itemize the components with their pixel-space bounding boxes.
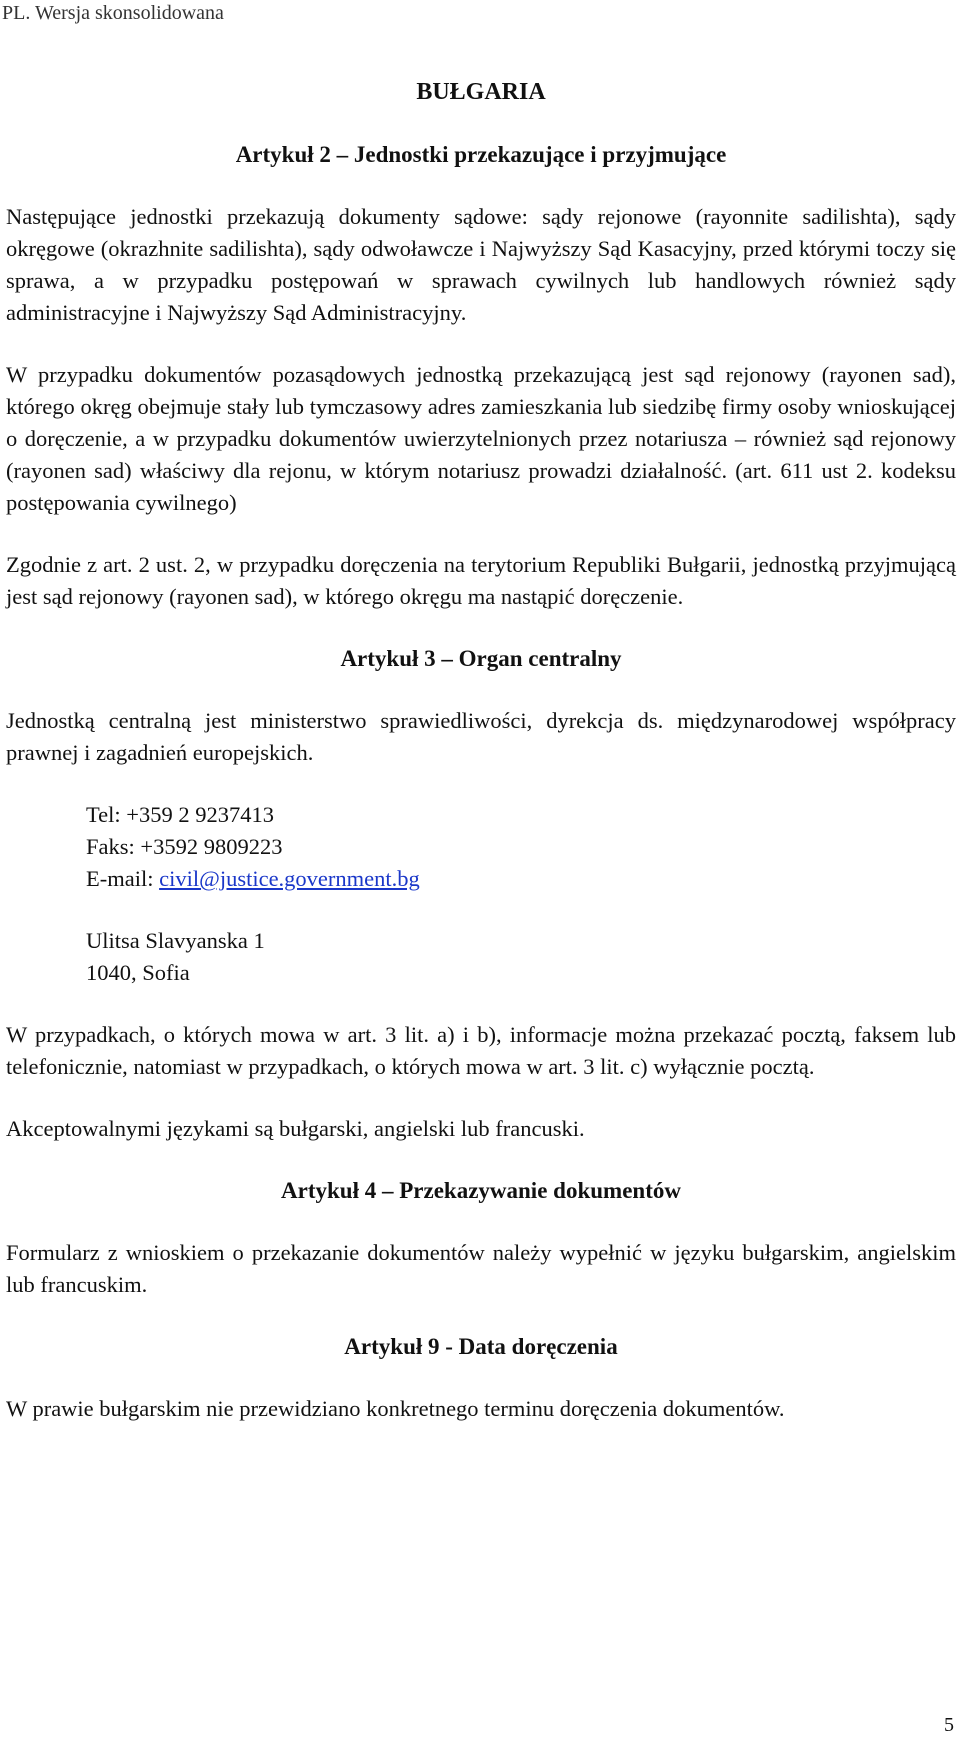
page-number: 5: [944, 1714, 954, 1736]
contact-email-label: E-mail:: [86, 866, 160, 891]
article-3-heading: Artykuł 3 – Organ centralny: [340, 646, 622, 671]
address-block: [86, 925, 956, 989]
country-title: BUŁGARIA: [416, 79, 546, 105]
address-street: Ulitsa Slavyanska 1: [86, 928, 265, 953]
article-2-paragraph-1: Następujące jednostki przekazują dokumenty sądowe: sądy rejonowe (rayonnite sadilishta), sądy okręgowe (okrazhnite sadilishta), sądy odwoławcze i Najwyższy Sąd Kasacyjny, przed którymi toczy się sprawa, a w przypadku postępowań w sprawach cywilnych lub handlowych również sądy administracyjne i Najwyższy Sąd Administracyjny.: [6, 204, 956, 325]
address-city: 1040, Sofia: [86, 960, 190, 985]
contact-email-link[interactable]: civil@justice.government.bg: [159, 866, 420, 891]
article-9-heading: Artykuł 9 - Data doręczenia: [344, 1334, 618, 1359]
contact-fax: Faks: +3592 9809223: [86, 834, 283, 859]
article-4-paragraph-1: Formularz z wnioskiem o przekazanie dokumentów należy wypełnić w języku bułgarskim, angielskim lub francuskim.: [6, 1240, 956, 1297]
article-4-heading: Artykuł 4 – Przekazywanie dokumentów: [281, 1178, 681, 1203]
article-2-heading: Artykuł 2 – Jednostki przekazujące i przyjmujące: [235, 142, 727, 167]
article-2-paragraph-3: Zgodnie z art. 2 ust. 2, w przypadku doręczenia na terytorium Republiki Bułgarii, jednostką przyjmującą jest sąd rejonowy (rayonen sad), w którego okręgu ma nastąpić doręczenie.: [6, 552, 956, 609]
document-body: [6, 76, 956, 1455]
contact-block: [86, 799, 956, 895]
contact-phone: Tel: +359 2 9237413: [86, 802, 274, 827]
document-version-note: PL. Wersja skonsolidowana: [2, 2, 224, 24]
contact-email-line: [86, 863, 956, 895]
article-9-paragraph-1: W prawie bułgarskim nie przewidziano konkretnego terminu doręczenia dokumentów.: [6, 1396, 785, 1421]
article-2-paragraph-2: W przypadku dokumentów pozasądowych jednostką przekazującą jest sąd rejonowy (rayonen sad), którego okręg obejmuje stały lub tymczasowy adres zamieszkania lub siedzibę firmy osoby wnioskującej o doręczenie, a w przypadku dokumentów uwierzytelnionych przez notariusza – również sąd rejonowy (rayonen sad) właściwy dla rejonu, w którym notariusz prowadzi działalność. (art. 611 ust 2. kodeksu postępowania cywilnego): [6, 362, 956, 515]
article-3-paragraph-1: Jednostką centralną jest ministerstwo sprawiedliwości, dyrekcja ds. międzynarodowej współpracy prawnej i zagadnień europejskich.: [6, 708, 956, 765]
article-3-paragraph-2: W przypadkach, o których mowa w art. 3 lit. a) i b), informacje można przekazać pocztą, faksem lub telefonicznie, natomiast w przypadkach, o których mowa w art. 3 lit. c) wyłącznie pocztą.: [6, 1022, 956, 1079]
article-3-paragraph-3: Akceptowalnymi językami są bułgarski, angielski lub francuski.: [6, 1116, 585, 1141]
